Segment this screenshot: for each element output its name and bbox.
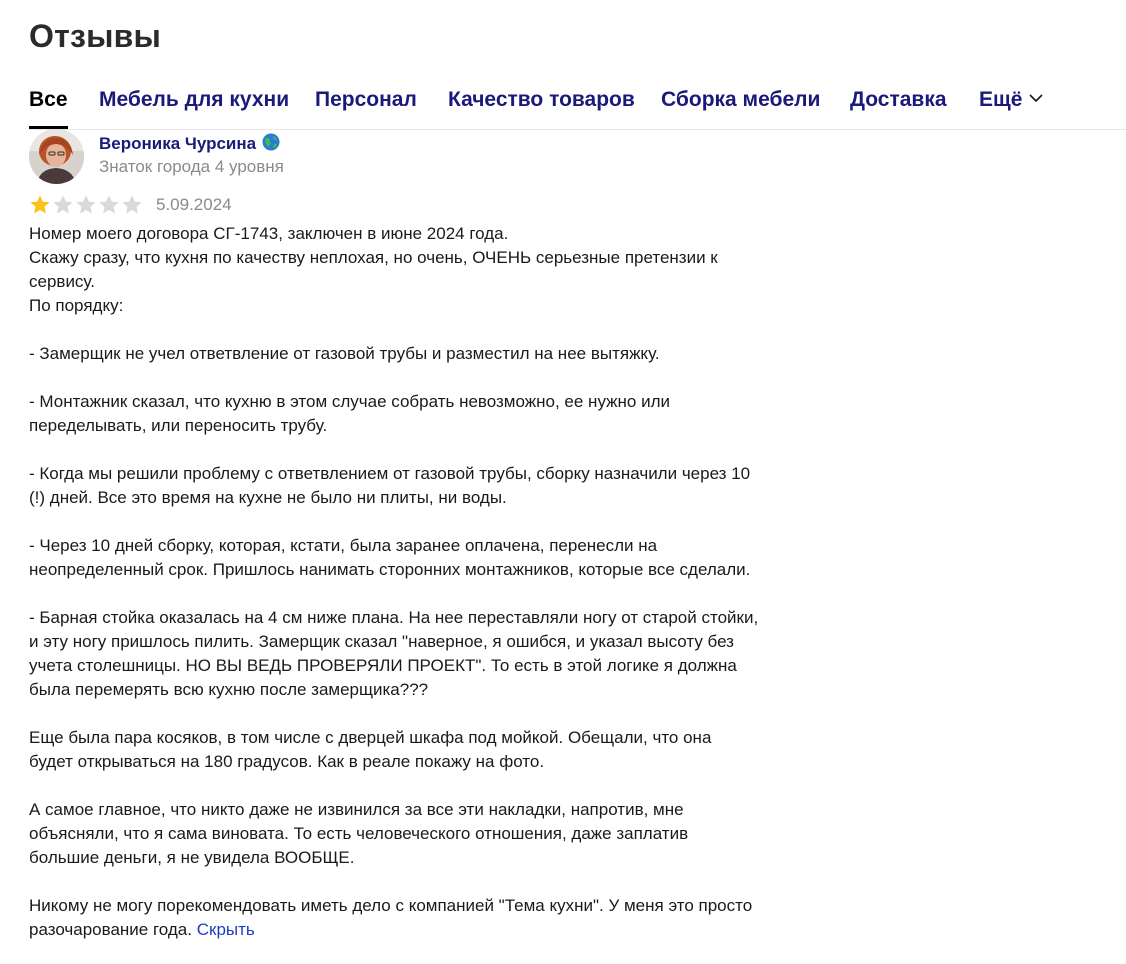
review-paragraph: - Барная стойка оказалась на 4 см ниже плана. На нее переставляли ногу от старой стойки, и эту ногу пришлось пилить. Замерщик сказал "наверное, я ошибся, и указал высоту без учета столешницы. НО ВЫ ВЕДЬ ПРОВЕРЯЛИ ПРОЕКТ". То есть в этой логике я должна была перемерять всю кухню после замерщика???: [29, 608, 759, 699]
rating-stars: [29, 194, 144, 216]
tab-more-label: Ещё: [979, 88, 1023, 111]
review-paragraph: Номер моего договора СГ-1743, заключен в июне 2024 года. Скажу сразу, что кухня по качеству неплохая, но очень, ОЧЕНЬ серьезные претензии к сервису. По порядку:: [29, 224, 718, 315]
author-level: Знаток города 4 уровня: [99, 157, 284, 176]
tab-staff[interactable]: Персонал: [315, 88, 417, 111]
star-empty-icon: [52, 194, 74, 216]
star-empty-icon: [98, 194, 120, 216]
avatar-photo: [29, 129, 84, 184]
review-paragraph-text: Никому не могу порекомендовать иметь дело с компанией "Тема кухни". У меня это просто разочарование года.: [29, 896, 753, 939]
tab-more[interactable]: [979, 86, 1044, 114]
star-empty-icon: [75, 194, 97, 216]
avatar[interactable]: [29, 129, 84, 184]
review-paragraph: - Монтажник сказал, что кухню в этом случае собрать невозможно, ее нужно или переделывать, или переносить трубу.: [29, 392, 670, 435]
globe-icon: [262, 133, 280, 151]
hide-review-link[interactable]: Скрыть: [196, 920, 255, 939]
author-name: Вероника Чурсина: [99, 134, 257, 153]
review-paragraph: Еще была пара косяков, в том числе с дверцей шкафа под мойкой. Обещали, что она будет открываться на 180 градусов. Как в реале покажу на фото.: [29, 728, 712, 771]
author-name-link[interactable]: [99, 133, 280, 154]
tab-product-quality[interactable]: Качество товаров: [448, 88, 635, 111]
chevron-down-icon: [1028, 90, 1044, 106]
tab-furniture-assembly[interactable]: Сборка мебели: [661, 88, 821, 111]
review-category-tabs: [29, 86, 1126, 130]
tab-kitchen-furniture[interactable]: Мебель для кухни: [99, 88, 290, 111]
review-paragraph: - Через 10 дней сборку, которая, кстати, была заранее оплачена, перенесли на неопределенный срок. Пришлось нанимать сторонних монтажников, которые все сделали.: [29, 536, 751, 579]
review-text: [29, 222, 759, 942]
star-empty-icon: [121, 194, 143, 216]
review-paragraph-last: [29, 894, 759, 942]
tab-delivery[interactable]: Доставка: [850, 88, 947, 111]
star-filled-icon: [29, 194, 51, 216]
review-date: 5.09.2024: [156, 195, 232, 214]
page-title: Отзывы: [29, 18, 161, 54]
review-paragraph: - Замерщик не учел ответвление от газовой трубы и разместил на нее вытяжку.: [29, 344, 660, 363]
review-paragraph: - Когда мы решили проблему с ответвлением от газовой трубы, сборку назначили через 10 (!) дней. Все это время на кухне не было ни плиты, ни воды.: [29, 464, 751, 507]
review-paragraph: А самое главное, что никто даже не извинился за все эти накладки, напротив, мне объясняли, что я сама виновата. То есть человеческого отношения, даже заплатив большие деньги, я не увидела ВООБЩЕ.: [29, 800, 689, 867]
tab-all[interactable]: Все: [29, 86, 68, 114]
